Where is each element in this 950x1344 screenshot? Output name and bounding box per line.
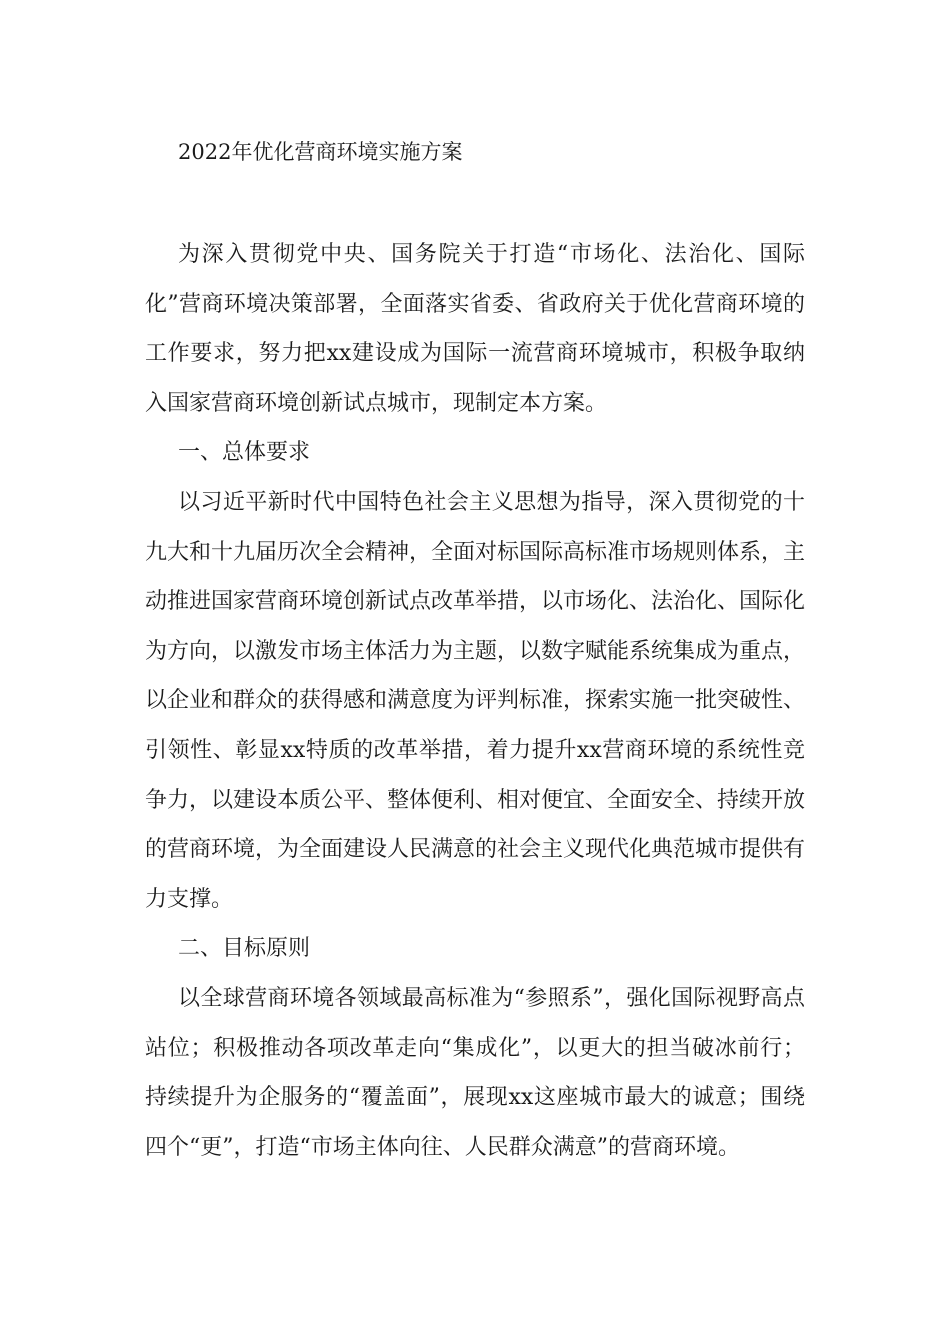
document-title: 2022年优化营商环境实施方案 (178, 140, 463, 164)
document-body (145, 230, 805, 1172)
section-heading-overall-requirements: 一、总体要求 (178, 440, 311, 466)
goals-principles-paragraph: 以全球营商环境各领域最高标准为“参照系”，强化国际视野高点站位；积极推动各项改革走向“集成化”，以更大的担当破冰前行；持续提升为企服务的“覆盖面”，展现xx这座城市最大的诚意；围绕四个“更”，打造“市场主体向往、人民群众满意”的营商环境。 (145, 985, 805, 1160)
overall-requirements-paragraph: 以习近平新时代中国特色社会主义思想为指导，深入贯彻党的十九大和十九届历次全会精神，全面对标国际高标准市场规则体系，主动推进国家营商环境创新试点改革举措，以市场化、法治化、国际化为方向，以激发市场主体活力为主题，以数字赋能系统集成为重点，以企业和群众的获得感和满意度为评判标准，探索实施一批突破性、引领性、彰显xx特质的改革举措，着力提升xx营商环境的系统性竞争力，以建设本质公平、整体便利、相对便宜、全面安全、持续开放的营商环境，为全面建设人民满意的社会主义现代化典范城市提供有力支撑。 (145, 489, 806, 912)
section-heading-goals-principles: 二、目标原则 (178, 936, 311, 962)
intro-paragraph: 为深入贯彻党中央、国务院关于打造“市场化、法治化、国际化”营商环境决策部署，全面落实省委、省政府关于优化营商环境的工作要求，努力把xx建设成为国际一流营商环境城市，积极争取纳入国家营商环境创新试点城市，现制定本方案。 (145, 242, 805, 416)
